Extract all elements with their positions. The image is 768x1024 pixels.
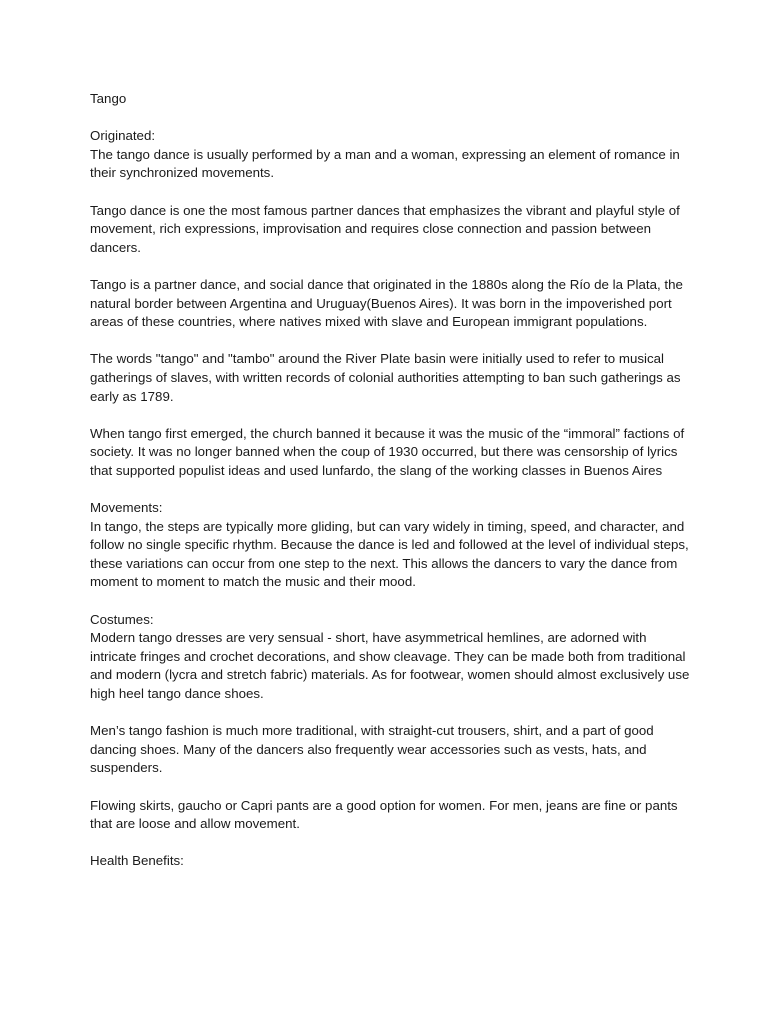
paragraph: Men’s tango fashion is much more traditional, with straight-cut trousers, shirt, and a part of good dancing shoes. Many of the dancers also frequently wear accessories such as vests, hats, and suspenders. — [90, 723, 654, 776]
heading-health-benefits: Health Benefits: — [90, 853, 184, 869]
section-movements — [90, 499, 690, 592]
paragraph: Tango is a partner dance, and social dance that originated in the 1880s along the Río de la Plata, the natural border between Argentina and Uruguay(Buenos Aires). It was born in the impoverished port areas of these countries, where natives mixed with slave and European immigrant populations. — [90, 276, 683, 330]
paragraph: The words "tango" and "tambo" around the River Plate basin were initially used to refer to musical gatherings of slaves, with written records of colonial authorities attempting to ban such gatherings as early as 1789. — [90, 351, 681, 404]
paragraph: Flowing skirts, gaucho or Capri pants are a good option for women. For men, jeans are fine or pants that are loose and allow movement. — [90, 797, 678, 832]
paragraph: When tango first emerged, the church banned it because it was the music of the “immoral” factions of society. It was no longer banned when the coup of 1930 occurred, but there was censorship of lyrics that supported populist ideas and used lunfardo, the slang of the working classes in Buenos Aires — [90, 425, 685, 478]
paragraph: In tango, the steps are typically more gliding, but can vary widely in timing, speed, and character, and follow no single specific rhythm. Because the dance is led and followed at the level of individual steps, these variations can occur from one step to the next. This allows the dancers to vary the dance from moment to moment to match the music and their mood. — [90, 518, 689, 590]
document-title: Tango — [90, 91, 127, 106]
heading-movements: Movements: — [90, 500, 163, 516]
heading-costumes: Costumes: — [90, 611, 154, 627]
heading-originated: Originated: — [90, 128, 156, 144]
paragraph: Modern tango dresses are very sensual - short, have asymmetrical hemlines, are adorned with intricate fringes and crochet decorations, and show cleavage. They can be made both from traditional and modern (lycra and stretch fabric) materials. As for footwear, women should almost exclusively use high heel tango dance shoes. — [90, 630, 690, 701]
section-costumes — [90, 611, 690, 704]
paragraph: The tango dance is usually performed by a man and a woman, expressing an element of romance in their synchronized movements. — [90, 146, 680, 181]
document-body — [90, 90, 690, 890]
paragraph: Tango dance is one the most famous partner dances that emphasizes the vibrant and playful style of movement, rich expressions, improvisation and requires close connection and passion between dancers. — [90, 202, 680, 255]
section-originated — [90, 127, 690, 183]
